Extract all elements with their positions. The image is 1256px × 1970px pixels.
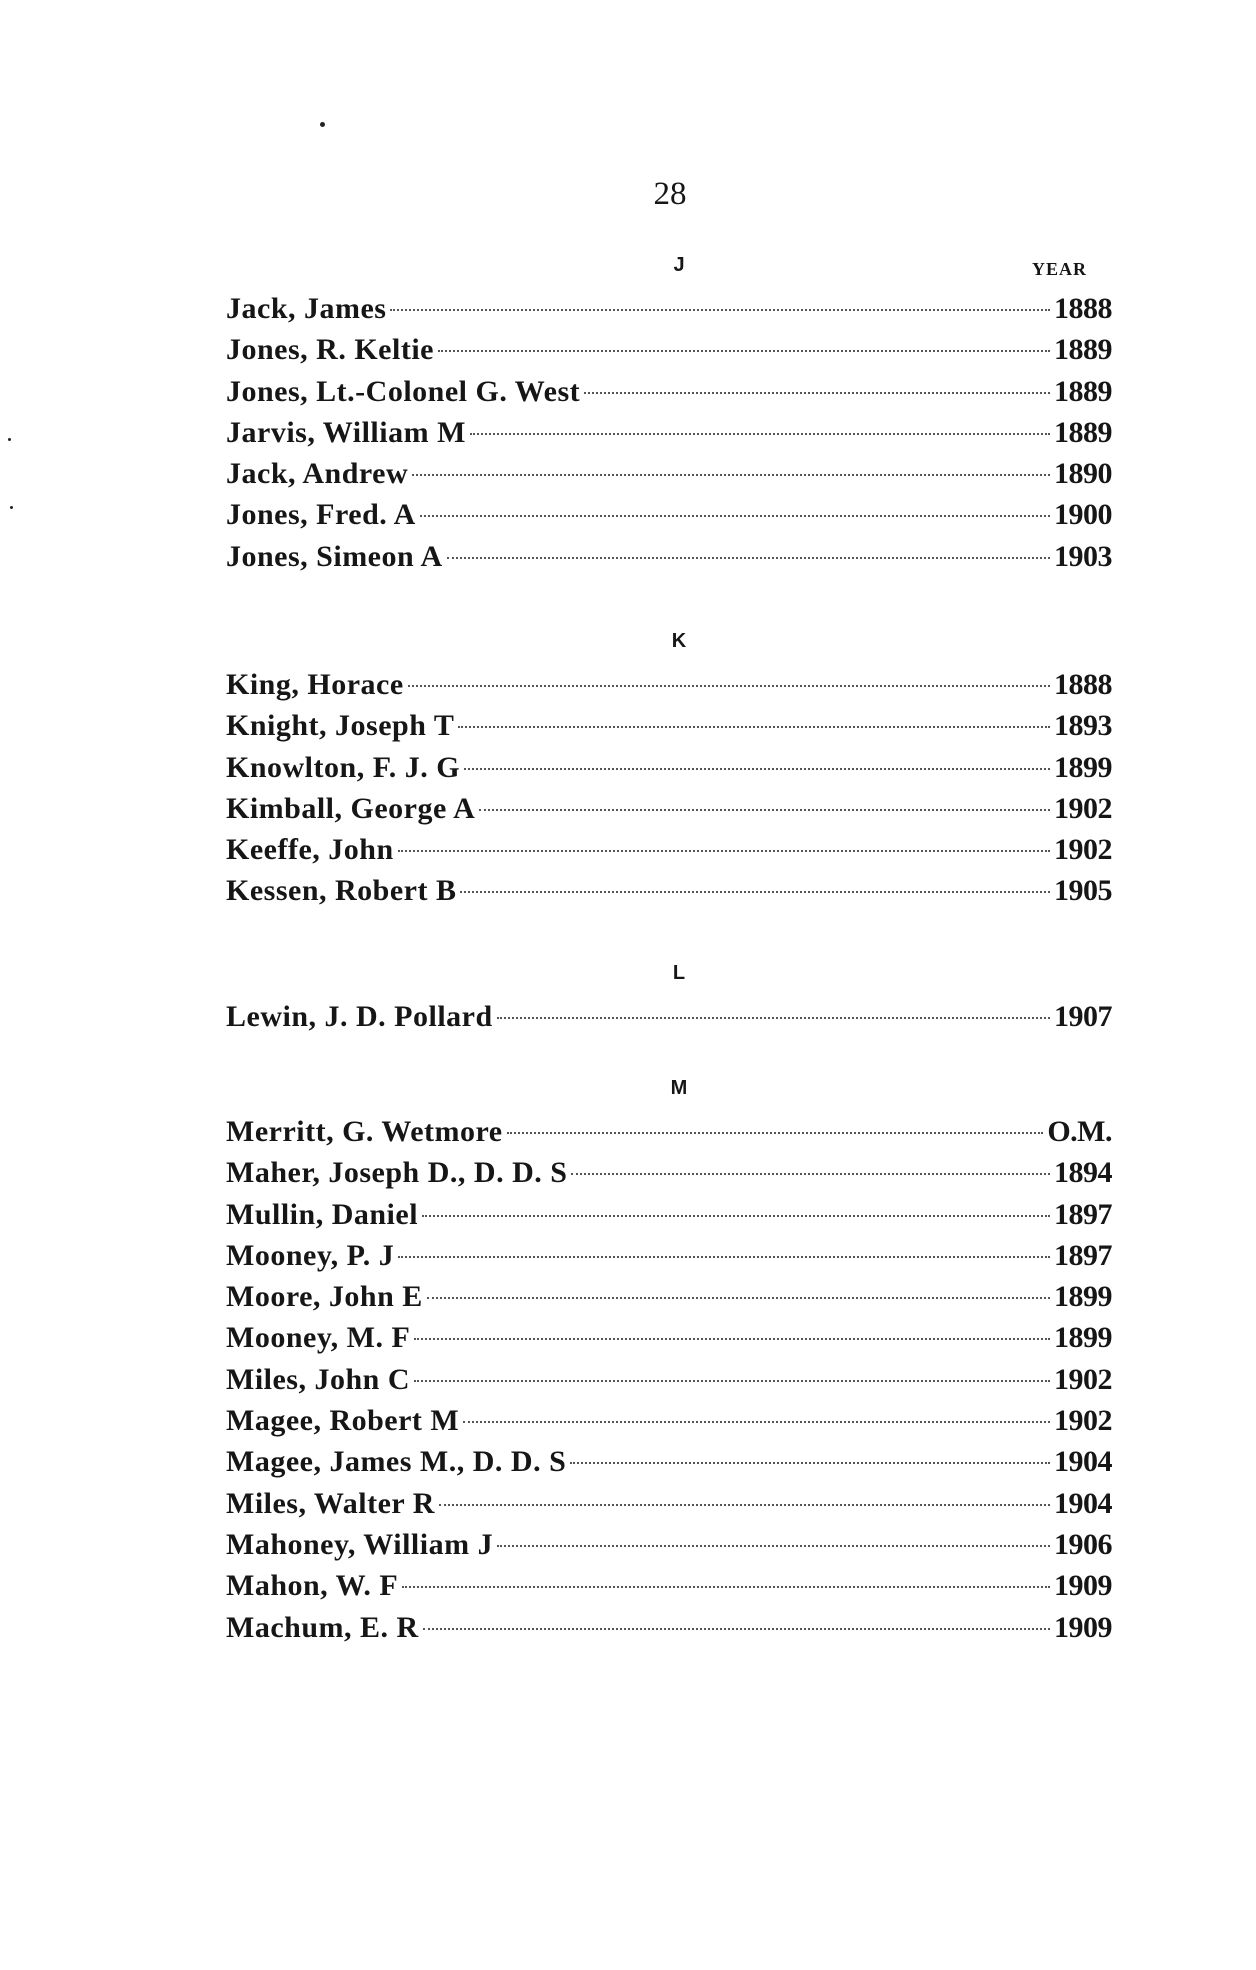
member-name: Jack, Andrew bbox=[226, 457, 409, 491]
member-year: 1909 bbox=[1054, 1569, 1112, 1603]
dot-leader bbox=[398, 1256, 1050, 1258]
member-year: 1899 bbox=[1054, 1280, 1112, 1314]
list-item bbox=[226, 1400, 1112, 1441]
dot-leader bbox=[412, 474, 1050, 476]
member-year: 1905 bbox=[1054, 874, 1112, 908]
list-item bbox=[226, 1565, 1112, 1606]
member-name: Magee, Robert M bbox=[226, 1404, 460, 1438]
member-year: 1902 bbox=[1054, 833, 1112, 867]
print-speck bbox=[10, 506, 13, 509]
dot-leader bbox=[438, 350, 1050, 352]
list-item bbox=[226, 453, 1112, 494]
dot-leader bbox=[414, 1380, 1050, 1382]
list-item bbox=[226, 829, 1112, 870]
member-name: Magee, James M., D. D. S bbox=[226, 1445, 567, 1479]
list-item bbox=[226, 1111, 1112, 1152]
member-name: Mahon, W. F bbox=[226, 1569, 399, 1603]
section-letter: J bbox=[673, 254, 685, 276]
list-item bbox=[226, 996, 1112, 1037]
list-item bbox=[226, 494, 1112, 535]
list-item bbox=[226, 1317, 1112, 1358]
dot-leader bbox=[584, 392, 1050, 394]
member-name: Miles, Walter R bbox=[226, 1486, 435, 1520]
dot-leader bbox=[447, 557, 1050, 559]
list-item bbox=[226, 664, 1112, 705]
member-year: O.M. bbox=[1047, 1115, 1112, 1148]
dot-leader bbox=[398, 850, 1050, 852]
list-item bbox=[226, 1483, 1112, 1524]
member-year: 1889 bbox=[1054, 333, 1112, 367]
member-name: Knight, Joseph T bbox=[226, 709, 455, 743]
print-speck bbox=[320, 122, 325, 127]
member-name: Lewin, J. D. Pollard bbox=[226, 1000, 493, 1033]
member-year: 1903 bbox=[1054, 539, 1112, 573]
dot-leader bbox=[422, 1215, 1050, 1217]
dot-leader bbox=[570, 1462, 1050, 1464]
dot-leader bbox=[439, 1504, 1050, 1506]
member-year: 1888 bbox=[1054, 292, 1112, 325]
member-year: 1888 bbox=[1054, 668, 1112, 701]
member-name: Jones, R. Keltie bbox=[226, 333, 434, 367]
member-year: 1902 bbox=[1054, 1362, 1112, 1396]
print-speck bbox=[8, 438, 11, 441]
list-item bbox=[226, 747, 1112, 788]
member-year: 1889 bbox=[1054, 415, 1112, 449]
dot-leader bbox=[470, 433, 1050, 435]
page-number: 28 bbox=[653, 176, 687, 212]
list-item bbox=[226, 371, 1112, 412]
member-year: 1889 bbox=[1054, 374, 1112, 408]
dot-leader bbox=[497, 1545, 1050, 1547]
member-name: Mullin, Daniel bbox=[226, 1197, 419, 1231]
member-name: Mahoney, William J bbox=[226, 1527, 494, 1561]
list-item bbox=[226, 1441, 1112, 1482]
member-year: 1897 bbox=[1054, 1197, 1112, 1231]
list-item bbox=[226, 870, 1112, 911]
list-item bbox=[226, 412, 1112, 453]
dot-leader bbox=[571, 1173, 1050, 1175]
member-name: Jones, Simeon A bbox=[226, 539, 443, 573]
list-item bbox=[226, 536, 1112, 577]
dot-leader bbox=[507, 1132, 1044, 1134]
dot-leader bbox=[464, 768, 1050, 770]
member-name: Jones, Fred. A bbox=[226, 498, 416, 532]
dot-leader bbox=[423, 1628, 1050, 1630]
member-year: 1904 bbox=[1054, 1486, 1112, 1520]
member-year: 1907 bbox=[1054, 1000, 1112, 1033]
member-year: 1900 bbox=[1054, 498, 1112, 532]
member-name: Machum, E. R bbox=[226, 1610, 419, 1644]
member-year: 1894 bbox=[1054, 1156, 1112, 1190]
dot-leader bbox=[414, 1338, 1050, 1340]
member-name: Jones, Lt.-Colonel G. West bbox=[226, 374, 581, 408]
member-year: 1906 bbox=[1054, 1527, 1112, 1561]
section-letter: K bbox=[671, 630, 687, 652]
dot-leader bbox=[460, 891, 1050, 893]
member-name: Jack, James bbox=[226, 292, 387, 325]
member-name: Mooney, M. F bbox=[226, 1321, 411, 1355]
member-name: Jarvis, William M bbox=[226, 415, 466, 449]
member-name: Keeffe, John bbox=[226, 833, 394, 867]
member-name: Mooney, P. J bbox=[226, 1238, 395, 1272]
member-name: Knowlton, F. J. G bbox=[226, 750, 461, 784]
member-year: 1902 bbox=[1054, 1404, 1112, 1438]
dot-leader bbox=[458, 726, 1050, 728]
dot-leader bbox=[479, 809, 1050, 811]
list-item bbox=[226, 1524, 1112, 1565]
member-year: 1890 bbox=[1054, 457, 1112, 491]
list-item bbox=[226, 705, 1112, 746]
list-item bbox=[226, 1276, 1112, 1317]
dot-leader bbox=[420, 515, 1050, 517]
dot-leader bbox=[497, 1017, 1050, 1019]
section-m bbox=[226, 1065, 1112, 1648]
list-item bbox=[226, 1152, 1112, 1193]
member-name: Miles, John C bbox=[226, 1362, 411, 1396]
dot-leader bbox=[402, 1586, 1050, 1588]
section-j bbox=[226, 242, 1112, 577]
dot-leader bbox=[463, 1421, 1050, 1423]
member-year: 1899 bbox=[1054, 1321, 1112, 1355]
section-letter: L bbox=[672, 962, 686, 984]
dot-leader bbox=[390, 309, 1050, 311]
member-name: Kimball, George A bbox=[226, 791, 476, 825]
member-year: 1904 bbox=[1054, 1445, 1112, 1479]
member-year: 1909 bbox=[1054, 1610, 1112, 1644]
dot-leader bbox=[408, 685, 1050, 687]
year-column-header: YEAR bbox=[1032, 259, 1088, 279]
member-year: 1899 bbox=[1054, 750, 1112, 784]
dot-leader bbox=[427, 1297, 1050, 1299]
list-item bbox=[226, 1194, 1112, 1235]
member-name: Merritt, G. Wetmore bbox=[226, 1115, 503, 1148]
member-name: Kessen, Robert B bbox=[226, 874, 457, 908]
list-item bbox=[226, 1607, 1112, 1648]
list-item bbox=[226, 288, 1112, 329]
member-year: 1902 bbox=[1054, 791, 1112, 825]
member-year: 1893 bbox=[1054, 709, 1112, 743]
list-item bbox=[226, 329, 1112, 370]
member-name: Maher, Joseph D., D. D. S bbox=[226, 1156, 568, 1190]
section-l bbox=[226, 950, 1112, 1037]
list-item bbox=[226, 1235, 1112, 1276]
list-item bbox=[226, 1359, 1112, 1400]
list-item bbox=[226, 788, 1112, 829]
member-name: Moore, John E bbox=[226, 1280, 423, 1314]
section-k bbox=[226, 618, 1112, 912]
member-name: King, Horace bbox=[226, 668, 404, 701]
section-letter: M bbox=[670, 1077, 688, 1099]
member-year: 1897 bbox=[1054, 1238, 1112, 1272]
